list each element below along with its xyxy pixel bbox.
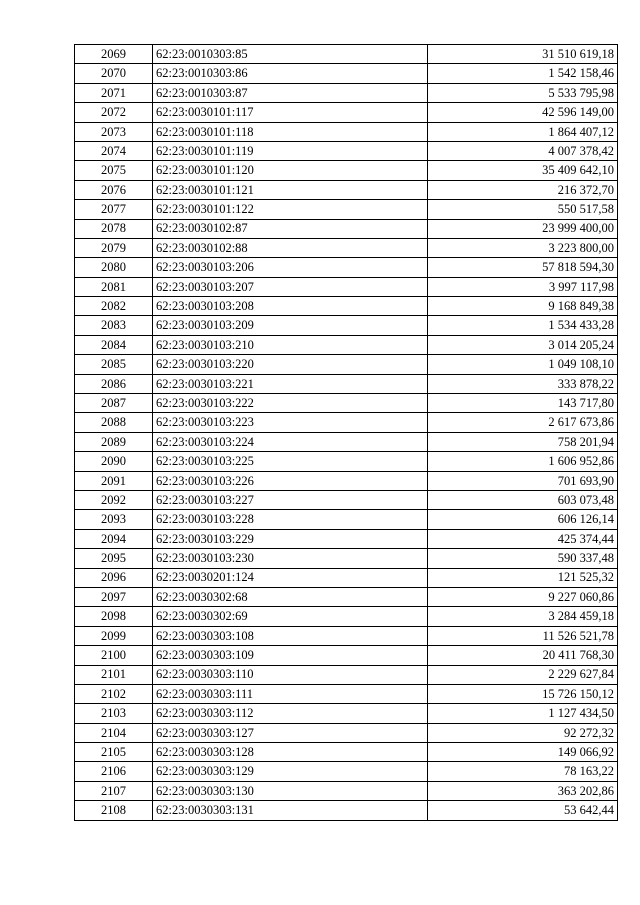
- cadastral-value: 550 517,58: [428, 200, 618, 219]
- table-row: [75, 587, 618, 606]
- cadastral-number: 62:23:0030101:117: [153, 103, 428, 122]
- table-row: [75, 471, 618, 490]
- cadastral-number: 62:23:0030103:207: [153, 277, 428, 296]
- cadastral-number: 62:23:0030101:122: [153, 200, 428, 219]
- table-row: [75, 103, 618, 122]
- cadastral-number: 62:23:0030103:225: [153, 452, 428, 471]
- cadastral-number: 62:23:0030103:206: [153, 258, 428, 277]
- row-number: 2096: [75, 568, 153, 587]
- table-row: [75, 452, 618, 471]
- cadastral-value: 1 534 433,28: [428, 316, 618, 335]
- table-row: [75, 355, 618, 374]
- cadastral-value: 606 126,14: [428, 510, 618, 529]
- cadastral-number: 62:23:0030303:111: [153, 684, 428, 703]
- row-number: 2099: [75, 626, 153, 645]
- cadastral-number: 62:23:0030101:118: [153, 122, 428, 141]
- table-row: [75, 64, 618, 83]
- cadastral-value: 425 374,44: [428, 529, 618, 548]
- row-number: 2081: [75, 277, 153, 296]
- cadastral-value: 216 372,70: [428, 180, 618, 199]
- cadastral-number: 62:23:0030103:209: [153, 316, 428, 335]
- cadastral-value: 1 049 108,10: [428, 355, 618, 374]
- row-number: 2078: [75, 219, 153, 238]
- cadastral-number: 62:23:0030102:87: [153, 219, 428, 238]
- cadastral-value: 3 997 117,98: [428, 277, 618, 296]
- row-number: 2073: [75, 122, 153, 141]
- cadastral-number: 62:23:0030201:124: [153, 568, 428, 587]
- cadastral-value: 1 864 407,12: [428, 122, 618, 141]
- cadastral-value: 603 073,48: [428, 490, 618, 509]
- cadastral-number: 62:23:0030103:210: [153, 335, 428, 354]
- cadastral-number: 62:23:0030303:129: [153, 762, 428, 781]
- cadastral-value-table: [74, 44, 618, 821]
- table-row: [75, 607, 618, 626]
- table-row: [75, 141, 618, 160]
- row-number: 2092: [75, 490, 153, 509]
- row-number: 2084: [75, 335, 153, 354]
- table-row: [75, 432, 618, 451]
- cadastral-number: 62:23:0030303:127: [153, 723, 428, 742]
- row-number: 2089: [75, 432, 153, 451]
- cadastral-number: 62:23:0030101:121: [153, 180, 428, 199]
- cadastral-number: 62:23:0030103:227: [153, 490, 428, 509]
- cadastral-number: 62:23:0030302:69: [153, 607, 428, 626]
- row-number: 2083: [75, 316, 153, 335]
- row-number: 2091: [75, 471, 153, 490]
- table-row: [75, 45, 618, 64]
- table-row: [75, 529, 618, 548]
- cadastral-value: 20 411 768,30: [428, 646, 618, 665]
- cadastral-number: 62:23:0030101:119: [153, 141, 428, 160]
- cadastral-value: 701 693,90: [428, 471, 618, 490]
- row-number: 2090: [75, 452, 153, 471]
- table-row: [75, 510, 618, 529]
- table-row: [75, 297, 618, 316]
- table-row: [75, 413, 618, 432]
- table-row: [75, 490, 618, 509]
- cadastral-value: 3 223 800,00: [428, 238, 618, 257]
- table-row: [75, 200, 618, 219]
- row-number: 2097: [75, 587, 153, 606]
- table-body: [75, 45, 618, 821]
- cadastral-value: 9 227 060,86: [428, 587, 618, 606]
- cadastral-value: 143 717,80: [428, 394, 618, 413]
- cadastral-number: 62:23:0030103:208: [153, 297, 428, 316]
- row-number: 2103: [75, 704, 153, 723]
- cadastral-number: 62:23:0030103:223: [153, 413, 428, 432]
- row-number: 2095: [75, 549, 153, 568]
- cadastral-value: 333 878,22: [428, 374, 618, 393]
- table-row: [75, 626, 618, 645]
- cadastral-value: 2 229 627,84: [428, 665, 618, 684]
- cadastral-value: 53 642,44: [428, 801, 618, 820]
- row-number: 2094: [75, 529, 153, 548]
- cadastral-number: 62:23:0030303:128: [153, 743, 428, 762]
- cadastral-value: 3 014 205,24: [428, 335, 618, 354]
- table-row: [75, 704, 618, 723]
- row-number: 2108: [75, 801, 153, 820]
- cadastral-value: 363 202,86: [428, 781, 618, 800]
- table-row: [75, 219, 618, 238]
- table-row: [75, 335, 618, 354]
- row-number: 2070: [75, 64, 153, 83]
- table-row: [75, 258, 618, 277]
- cadastral-number: 62:23:0030103:230: [153, 549, 428, 568]
- table-row: [75, 743, 618, 762]
- cadastral-number: 62:23:0030303:112: [153, 704, 428, 723]
- table-row: [75, 684, 618, 703]
- cadastral-number: 62:23:0030103:224: [153, 432, 428, 451]
- cadastral-value: 9 168 849,38: [428, 297, 618, 316]
- cadastral-number: 62:23:0010303:87: [153, 83, 428, 102]
- table-row: [75, 161, 618, 180]
- cadastral-value: 15 726 150,12: [428, 684, 618, 703]
- cadastral-value: 31 510 619,18: [428, 45, 618, 64]
- cadastral-value: 11 526 521,78: [428, 626, 618, 645]
- table-row: [75, 374, 618, 393]
- row-number: 2075: [75, 161, 153, 180]
- cadastral-value: 590 337,48: [428, 549, 618, 568]
- cadastral-number: 62:23:0030303:130: [153, 781, 428, 800]
- cadastral-number: 62:23:0010303:86: [153, 64, 428, 83]
- cadastral-value: 1 606 952,86: [428, 452, 618, 471]
- cadastral-value: 92 272,32: [428, 723, 618, 742]
- row-number: 2080: [75, 258, 153, 277]
- row-number: 2072: [75, 103, 153, 122]
- table-row: [75, 801, 618, 820]
- cadastral-number: 62:23:0030101:120: [153, 161, 428, 180]
- cadastral-value: 5 533 795,98: [428, 83, 618, 102]
- row-number: 2086: [75, 374, 153, 393]
- cadastral-value: 758 201,94: [428, 432, 618, 451]
- cadastral-number: 62:23:0030103:222: [153, 394, 428, 413]
- cadastral-number: 62:23:0030103:220: [153, 355, 428, 374]
- row-number: 2079: [75, 238, 153, 257]
- row-number: 2107: [75, 781, 153, 800]
- row-number: 2104: [75, 723, 153, 742]
- table-row: [75, 83, 618, 102]
- row-number: 2101: [75, 665, 153, 684]
- row-number: 2069: [75, 45, 153, 64]
- cadastral-value: 78 163,22: [428, 762, 618, 781]
- cadastral-number: 62:23:0030103:228: [153, 510, 428, 529]
- table-row: [75, 723, 618, 742]
- table-row: [75, 568, 618, 587]
- row-number: 2085: [75, 355, 153, 374]
- row-number: 2077: [75, 200, 153, 219]
- row-number: 2088: [75, 413, 153, 432]
- cadastral-number: 62:23:0030103:221: [153, 374, 428, 393]
- row-number: 2093: [75, 510, 153, 529]
- table-row: [75, 781, 618, 800]
- cadastral-value: 4 007 378,42: [428, 141, 618, 160]
- cadastral-number: 62:23:0030303:108: [153, 626, 428, 645]
- table-row: [75, 180, 618, 199]
- row-number: 2106: [75, 762, 153, 781]
- table-row: [75, 646, 618, 665]
- cadastral-value: 35 409 642,10: [428, 161, 618, 180]
- table-row: [75, 762, 618, 781]
- table-row: [75, 549, 618, 568]
- cadastral-number: 62:23:0010303:85: [153, 45, 428, 64]
- cadastral-value: 121 525,32: [428, 568, 618, 587]
- cadastral-value: 23 999 400,00: [428, 219, 618, 238]
- table-row: [75, 122, 618, 141]
- cadastral-value: 3 284 459,18: [428, 607, 618, 626]
- table-row: [75, 316, 618, 335]
- cadastral-value: 57 818 594,30: [428, 258, 618, 277]
- row-number: 2074: [75, 141, 153, 160]
- table-row: [75, 277, 618, 296]
- row-number: 2102: [75, 684, 153, 703]
- row-number: 2076: [75, 180, 153, 199]
- cadastral-value: 149 066,92: [428, 743, 618, 762]
- table-row: [75, 238, 618, 257]
- cadastral-number: 62:23:0030103:229: [153, 529, 428, 548]
- cadastral-number: 62:23:0030102:88: [153, 238, 428, 257]
- table-row: [75, 394, 618, 413]
- row-number: 2100: [75, 646, 153, 665]
- row-number: 2082: [75, 297, 153, 316]
- cadastral-number: 62:23:0030303:131: [153, 801, 428, 820]
- cadastral-value: 1 127 434,50: [428, 704, 618, 723]
- cadastral-number: 62:23:0030303:110: [153, 665, 428, 684]
- table-row: [75, 665, 618, 684]
- row-number: 2087: [75, 394, 153, 413]
- row-number: 2098: [75, 607, 153, 626]
- cadastral-value: 42 596 149,00: [428, 103, 618, 122]
- cadastral-number: 62:23:0030302:68: [153, 587, 428, 606]
- cadastral-number: 62:23:0030103:226: [153, 471, 428, 490]
- row-number: 2071: [75, 83, 153, 102]
- cadastral-value: 2 617 673,86: [428, 413, 618, 432]
- row-number: 2105: [75, 743, 153, 762]
- cadastral-value: 1 542 158,46: [428, 64, 618, 83]
- cadastral-number: 62:23:0030303:109: [153, 646, 428, 665]
